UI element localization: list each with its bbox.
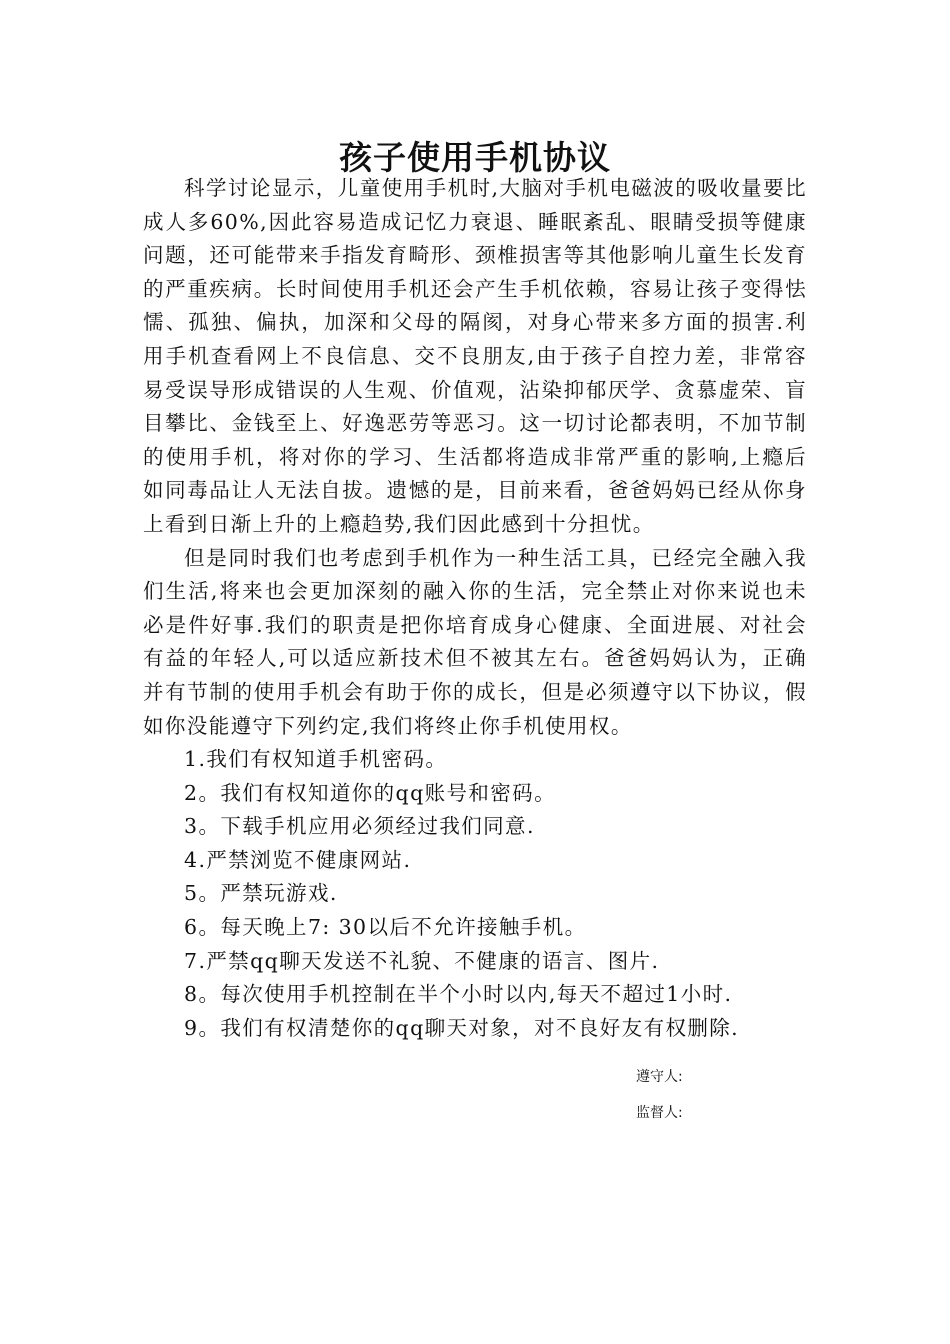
rule-item-4: 4.严禁浏览不健康网站. [184,847,412,872]
supervisor-signature-label: 监督人: [636,1105,683,1121]
paragraph-2: 但是同时我们也考虑到手机作为一种生活工具，已经完全融入我们生活,将来也会更加深刻的融入你的生活，完全禁止对你来说也未必是件好事.我们的职责是把你培育成身心健康、全面进展、对社会有益的年轻人,可以适应新技术但不被其左右。爸爸妈妈认为，正确并有节制的使用手机会有助于你的成长，但是必须遵守以下协议，假如你没能遵守下列约定,我们将终止你手机使用权。 [143,545,807,738]
observer-signature-label: 遵守人: [636,1069,683,1085]
rule-item-6: 6。每天晚上7: 30以后不允许接触手机。 [184,915,587,940]
paragraph-1: 科学讨论显示，儿童使用手机时,大脑对手机电磁波的吸收量要比成人多60%,因此容易造成记忆力衰退、睡眠紊乱、眼睛受损等健康问题，还可能带来手指发育畸形、颈椎损害等其他影响儿童生长发育的严重疾病。长时间使用手机还会产生手机依赖，容易让孩子变得怯懦、孤独、偏执，加深和父母的隔阂，对身心带来多方面的损害.利用手机查看网上不良信息、交不良朋友,由于孩子自控力差，非常容易受误导形成错误的人生观、价值观，沾染抑郁厌学、贪慕虚荣、盲目攀比、金钱至上、好逸恶劳等恶习。这一切讨论都表明，不加节制的使用手机，将对你的学习、生活都将造成非常严重的影响,上瘾后如同毒品让人无法自拔。遗憾的是，目前来看，爸爸妈妈已经从你身上看到日渐上升的上瘾趋势,我们因此感到十分担忧。 [143,176,807,536]
rule-item-9: 9。我们有权清楚你的qq聊天对象，对不良好友有权删除. [184,1015,740,1040]
rule-item-2: 2。我们有权知道你的qq账号和密码。 [184,780,556,805]
document-body [143,172,807,1045]
rule-item-8: 8。每次使用手机控制在半个小时以内,每天不超过1小时. [184,982,733,1007]
rule-item-7: 7.严禁qq聊天发送不礼貌、不健康的语言、图片. [184,948,660,973]
document-title: 孩子使用手机协议 [339,138,611,178]
rule-item-1: 1.我们有权知道手机密码。 [184,747,448,772]
rule-item-3: 3。下载手机应用必须经过我们同意. [184,814,535,839]
rules-list [143,743,807,1045]
rule-item-5: 5。严禁玩游戏. [184,881,338,906]
